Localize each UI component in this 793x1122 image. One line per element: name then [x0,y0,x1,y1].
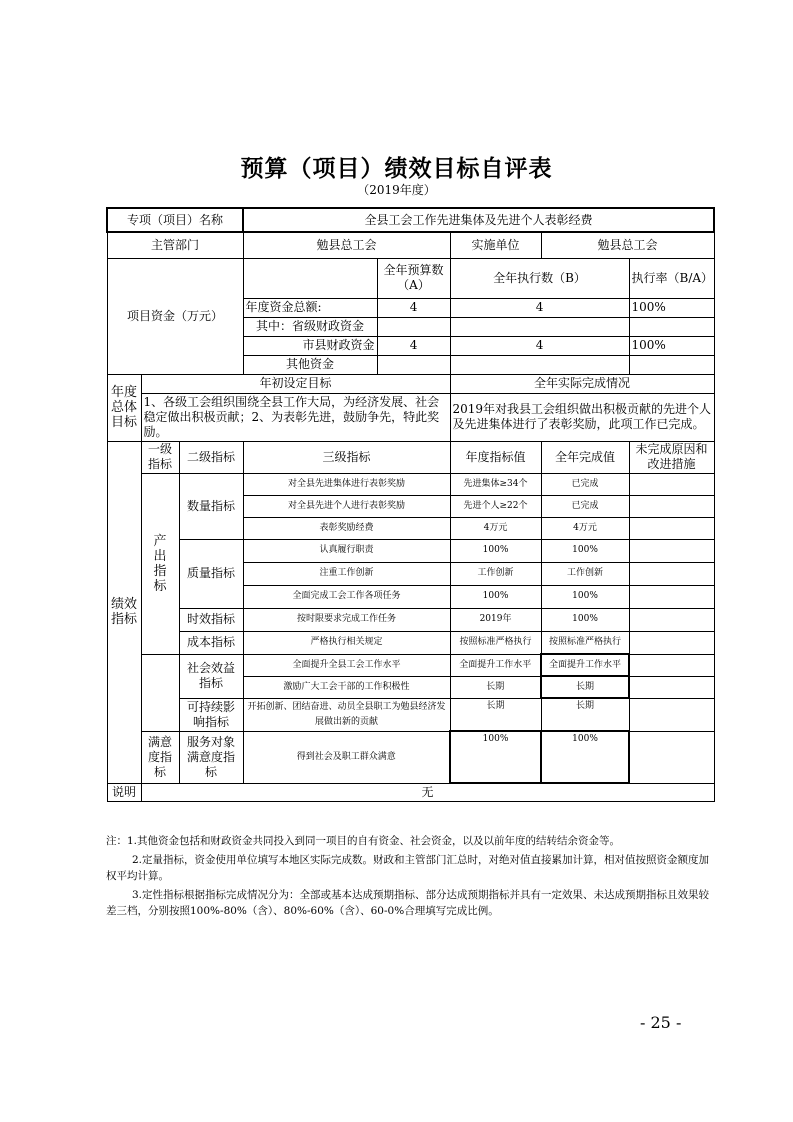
quality-target: 100% [450,539,541,562]
h-level1: 一级指标 [141,441,179,473]
satisfaction-reason [629,731,714,783]
dept-value: 勉县总工会 [243,232,450,258]
social-target: 全面提升工作水平 [450,654,541,676]
qty-target: 先进个人≥22个 [450,495,541,517]
quality-actual: 100% [541,539,629,562]
exec-unit-label: 实施单位 [450,232,541,258]
quality-label: 质量指标 [179,539,243,608]
social-reason [629,676,714,698]
qty-actual: 4万元 [541,517,629,539]
funds-row-exec [450,355,629,374]
social-target: 长期 [450,676,541,698]
qty-actual: 已完成 [541,473,629,495]
social-name: 全面提升全县工会工作水平 [243,654,450,676]
quality-reason [629,562,714,585]
project-name: 全县工会工作先进集体及先进个人表彰经费 [243,208,714,232]
funds-row-exec [450,317,629,336]
satisfaction-name: 得到社会及职工群众满意 [243,731,450,783]
cost-actual: 按照标准严格执行 [541,631,629,654]
report-year: （2019年度） [357,183,436,197]
quality-actual: 工作创新 [541,562,629,585]
time-label: 时效指标 [179,608,243,631]
funds-row-label: 其中：省级财政资金 [243,317,377,336]
social-actual: 全面提升工作水平 [541,654,629,676]
remark-value: 无 [141,783,714,801]
goal-set-header: 年初设定目标 [141,374,450,393]
quality-target: 100% [450,585,541,608]
effect-l1-blank [141,654,179,731]
cost-reason [629,631,714,654]
funds-row-budget: 4 [377,336,450,355]
qty-reason [629,517,714,539]
funds-row-rate: 100% [629,336,714,355]
quality-reason [629,539,714,562]
social-actual: 长期 [541,676,629,698]
qty-target: 先进集体≥34个 [450,473,541,495]
output-label: 产出指标 [141,473,179,654]
funds-row-rate: 100% [629,298,714,317]
funds-row-rate [629,317,714,336]
funds-row-budget: 4 [377,298,450,317]
social-label: 社会效益指标 [179,654,243,698]
footnote: 2.定量指标，资金使用单位填写本地区实际完成数。财政和主管部门汇总时，对绝对值直接累加计算，相对值按照资金额度加权平均计算。 [106,854,710,882]
qty-name: 对全县先进个人进行表彰奖励 [243,495,450,517]
funds-row-exec: 4 [450,298,629,317]
time-actual: 100% [541,608,629,631]
h-level3: 三级指标 [243,441,450,473]
satisfaction-actual: 100% [541,731,629,783]
perf-label: 绩效指标 [107,441,141,783]
funds-header-blank [243,258,377,298]
sustain-reason [629,698,714,731]
dept-label: 主管部门 [107,232,243,258]
page-title: 预算（项目）绩效目标自评表 [240,155,553,182]
sustain-target: 长期 [450,698,541,731]
footnote: 注：1.其他资金包括和财政资金共同投入到同一项目的自有资金、社会资金，以及以前年度的结转结余资金等。 [106,835,621,847]
sustain-label: 可持续影响指标 [179,698,243,731]
page-number: - 25 - [640,1013,682,1032]
col-budget-header: 全年预算数（A） [377,258,450,298]
h-level2: 二级指标 [179,441,243,473]
funds-row-label: 其他资金 [243,355,377,374]
funds-row-exec: 4 [450,336,629,355]
sustain-actual: 长期 [541,698,629,731]
remark-label: 说明 [107,783,141,801]
quality-reason [629,585,714,608]
goal-actual-header: 全年实际完成情况 [450,374,714,393]
col-exec-header: 全年执行数（B） [450,258,629,298]
satisfaction-l1-label: 满意度指标 [141,731,179,783]
social-reason [629,654,714,676]
qty-actual: 已完成 [541,495,629,517]
goal-set-text: 1、各级工会组织围绕全县工作大局，为经济发展、社会稳定做出积极贡献；2、为表彰先进，鼓励争先，特此奖励。 [141,393,450,441]
qty-reason [629,473,714,495]
time-name: 按时限要求完成工作任务 [243,608,450,631]
goal-label: 年度总体目标 [107,374,141,441]
funds-row-label: 市县财政资金 [243,336,377,355]
qty-name: 表彰奖励经费 [243,517,450,539]
social-name: 激励广大工会干部的工作积极性 [243,676,450,698]
footnote: 3.定性指标根据指标完成情况分为：全部或基本达成预期指标、部分达成预期指标并具有一定效果、未达成预期指标且效果较差三档，分别按照100%-80%（含）、80%-60%（含）、60-0%合理填写完成比例。 [106,889,710,917]
qty-target: 4万元 [450,517,541,539]
cost-name: 严格执行相关规定 [243,631,450,654]
cost-label: 成本指标 [179,631,243,654]
quality-name: 全面完成工会工作各项任务 [243,585,450,608]
goal-actual-text: 2019年对我县工会组织做出积极贡献的先进个人及先进集体进行了表彰奖励，此项工作已完成。 [450,393,714,441]
h-actual: 全年完成值 [541,441,629,473]
quality-name: 注重工作创新 [243,562,450,585]
funds-row-budget [377,355,450,374]
quality-target: 工作创新 [450,562,541,585]
col-rate-header: 执行率（B/A） [629,258,714,298]
time-target: 2019年 [450,608,541,631]
quality-name: 认真履行职责 [243,539,450,562]
funds-row-budget [377,317,450,336]
project-name-label: 专项（项目）名称 [107,208,243,232]
satisfaction-target: 100% [450,731,541,783]
h-reason: 未完成原因和改进措施 [629,441,714,473]
funds-row-rate [629,355,714,374]
satisfaction-l2-label: 服务对象满意度指标 [179,731,243,783]
funds-label: 项目资金（万元） [107,258,243,374]
sustain-name: 开拓创新、团结奋进、动员全县职工为勉县经济发展做出新的贡献 [243,698,450,731]
h-target: 年度指标值 [450,441,541,473]
time-reason [629,608,714,631]
qty-reason [629,495,714,517]
qty-name: 对全县先进集体进行表彰奖励 [243,473,450,495]
performance-table [106,207,715,802]
cost-target: 按照标准严格执行 [450,631,541,654]
exec-unit-value: 勉县总工会 [541,232,714,258]
qty-label: 数量指标 [179,473,243,539]
footnotes [106,833,713,922]
quality-actual: 100% [541,585,629,608]
funds-row-label: 年度资金总额: [243,298,377,317]
